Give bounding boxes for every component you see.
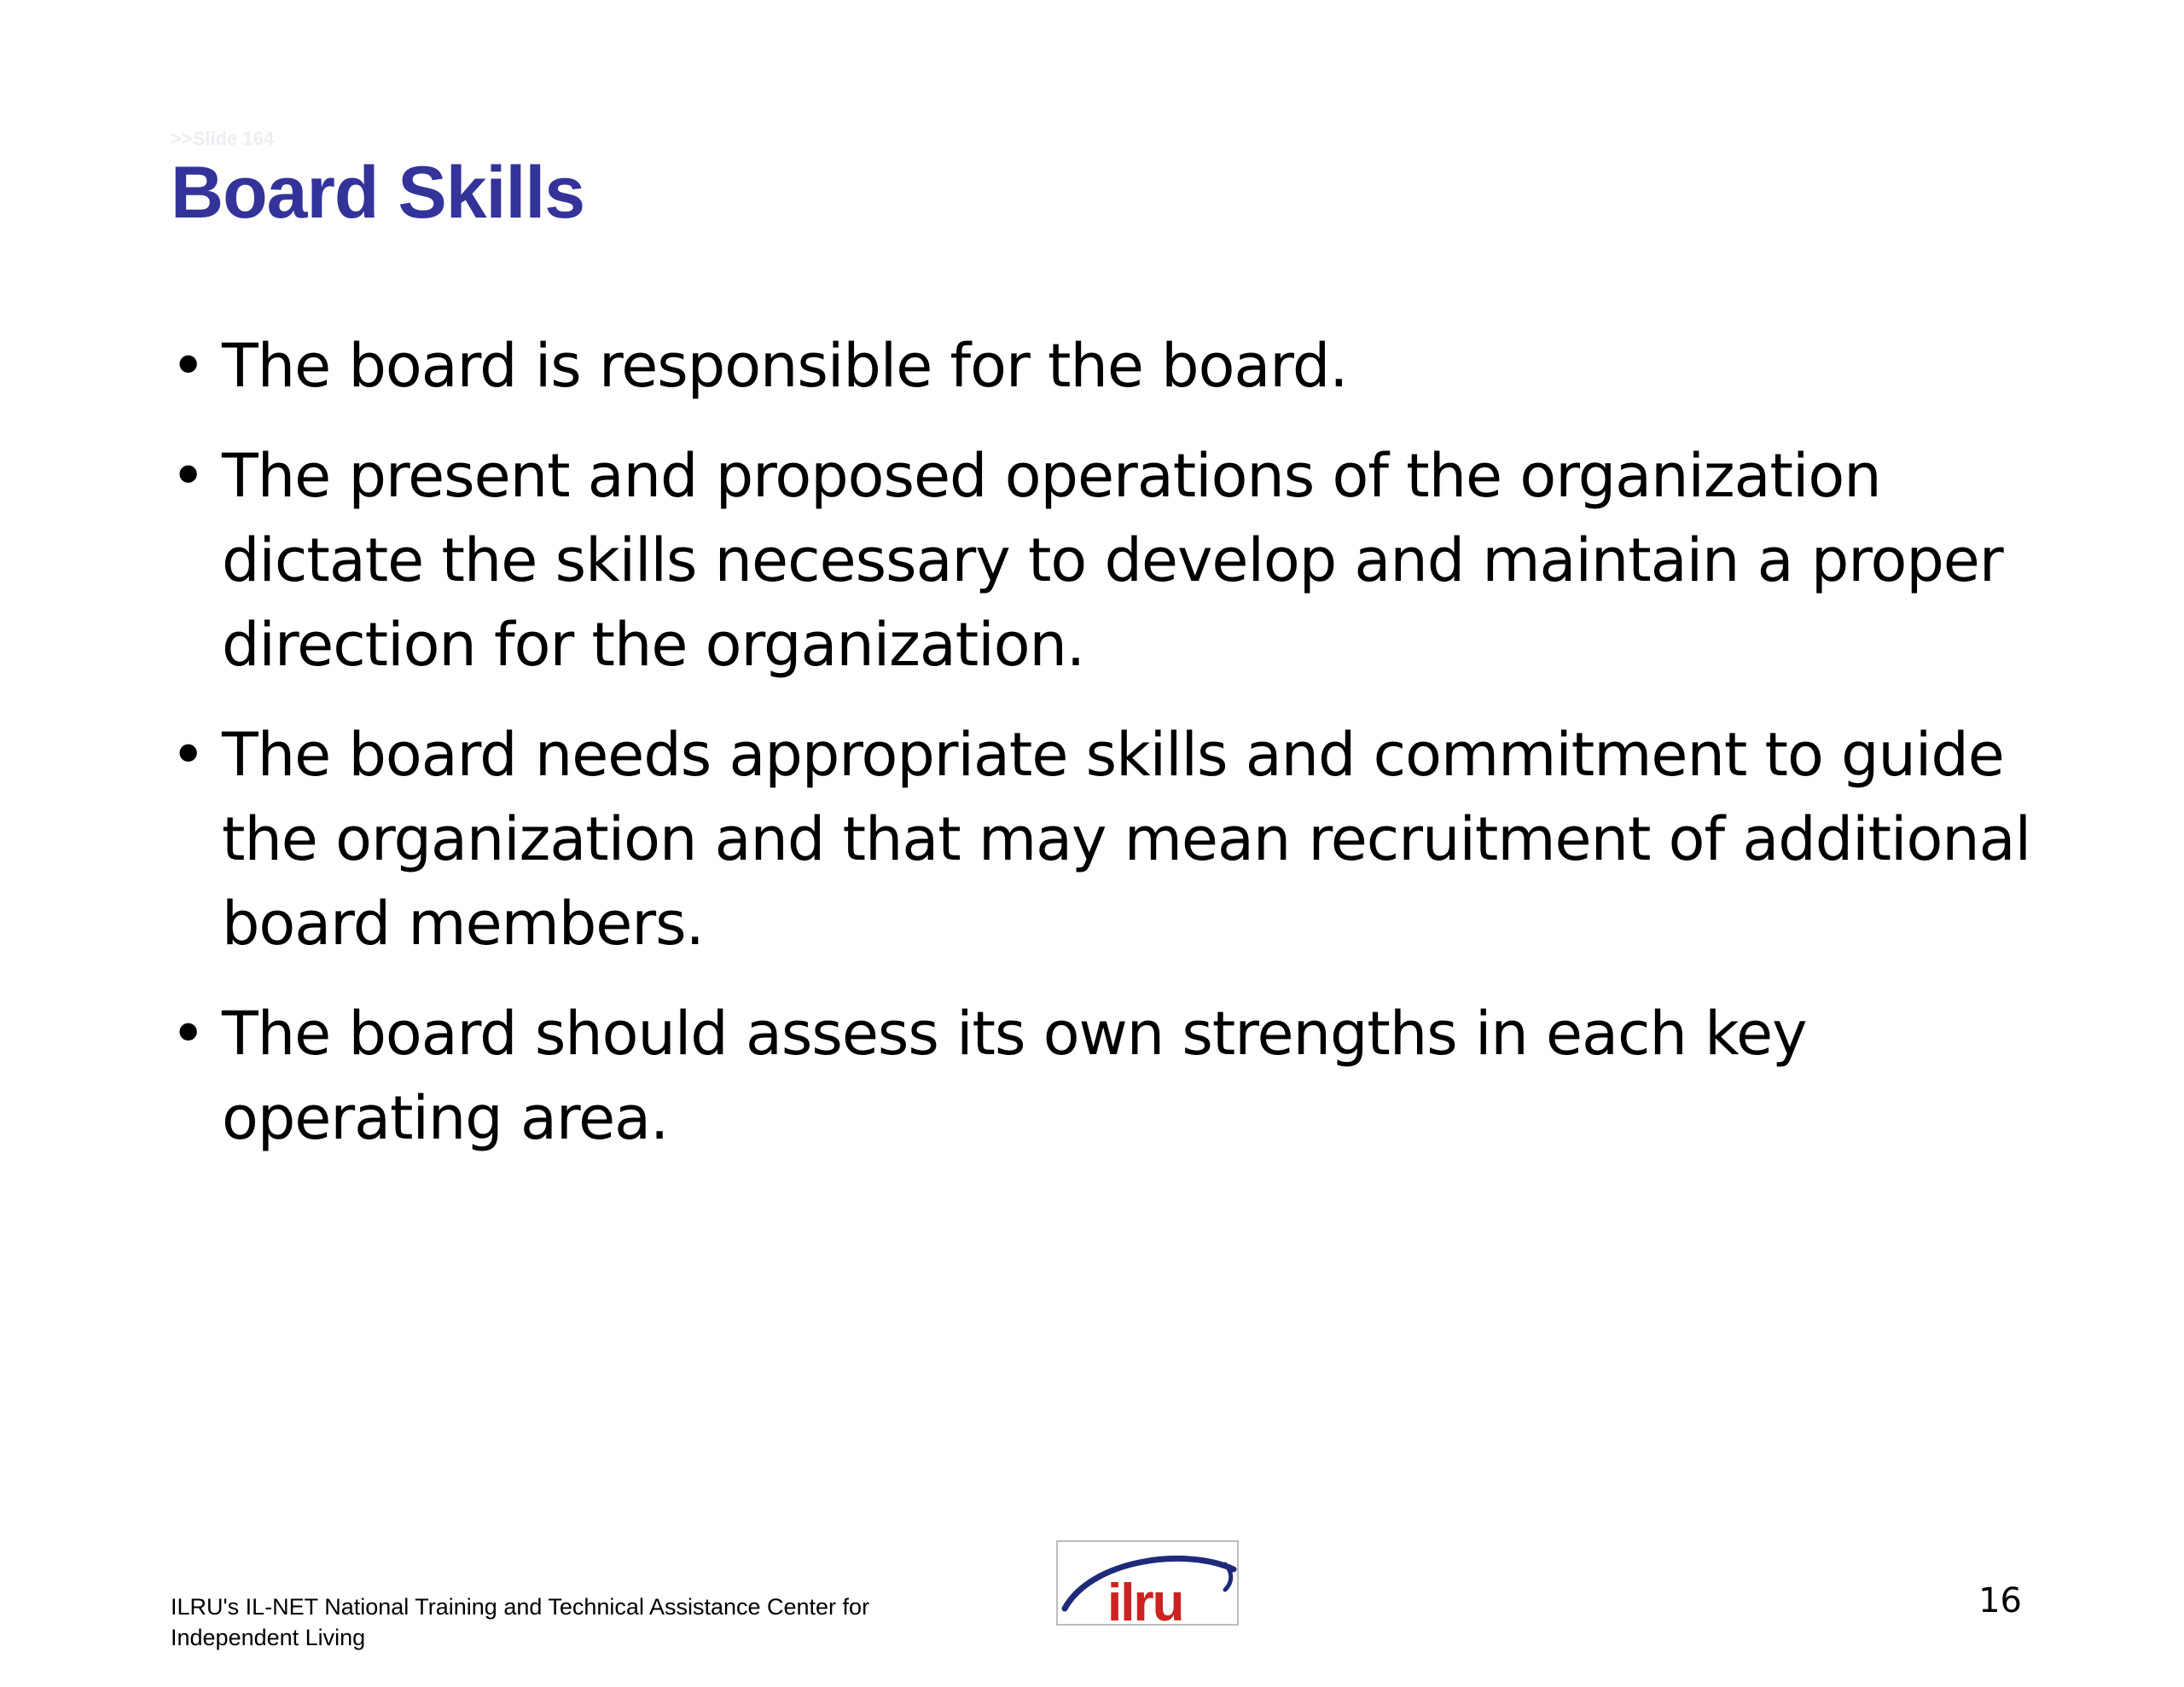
- slide-title: Board Skills: [171, 152, 585, 234]
- bullet-item: [171, 992, 2073, 1161]
- ilru-logo: [1056, 1540, 1239, 1626]
- ilru-logo-icon: [1058, 1542, 1239, 1626]
- bullet-icon: •: [171, 441, 206, 511]
- bullet-icon: •: [171, 331, 206, 401]
- bullet-text: The present and proposed operations of the organization dictate the skills necessary to develop and maintain a proper direction for the organization.: [222, 441, 2003, 680]
- bullet-item: [171, 324, 2073, 409]
- bullet-list: [171, 324, 2073, 1186]
- bullet-icon: •: [171, 720, 206, 790]
- page-number: 16: [1978, 1581, 2022, 1620]
- bullet-item: [171, 434, 2073, 687]
- bullet-text: The board is responsible for the board.: [222, 331, 1348, 401]
- slide-marker: >>Slide 164: [171, 128, 275, 149]
- footer-organization: ILRU's IL-NET National Training and Technical Assistance Center for Independent Living: [171, 1594, 870, 1650]
- bullet-item: [171, 713, 2073, 966]
- logo-swoosh-tail: [1225, 1564, 1231, 1590]
- bullet-text: The board should assess its own strengths in each key operating area.: [222, 999, 1807, 1153]
- bullet-icon: •: [171, 999, 206, 1069]
- logo-text: ilru: [1107, 1574, 1183, 1627]
- bullet-text: The board needs appropriate skills and commitment to guide the organization and that may mean recruitment of additional board members.: [222, 720, 2031, 959]
